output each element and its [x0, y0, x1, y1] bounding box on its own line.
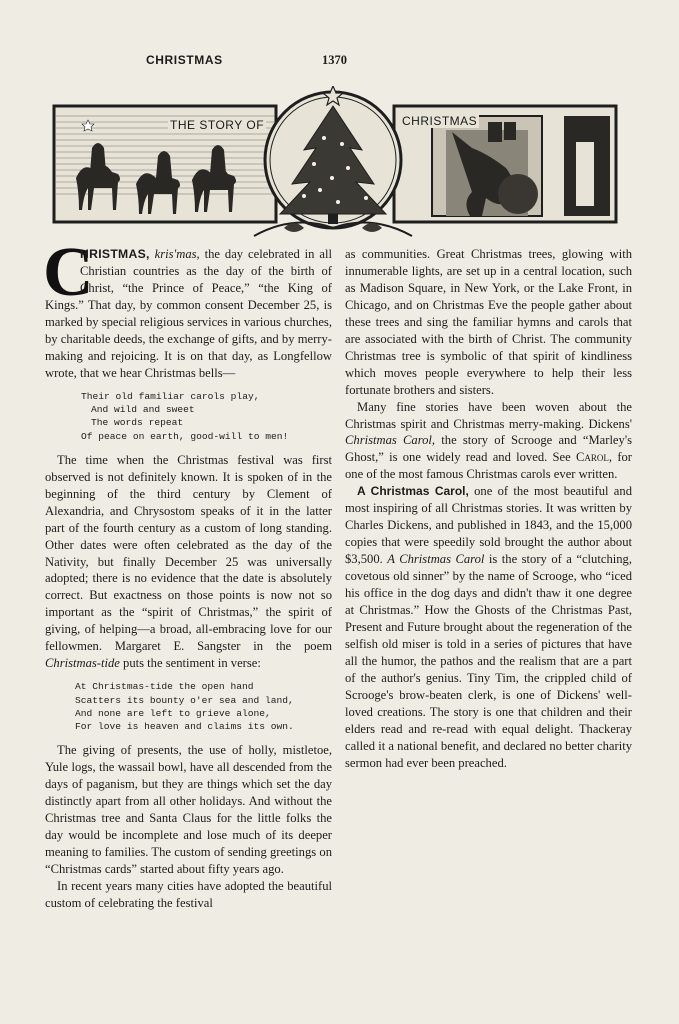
verse-line: And none are left to grieve alone,: [75, 707, 271, 719]
entry-heading: HRISTMAS,: [80, 247, 150, 261]
banner-label-left: THE STORY OF: [170, 118, 265, 132]
child-figure: [576, 142, 594, 206]
story-of-christmas-banner: [48, 86, 622, 246]
carol-text-2: is the story of a “clutching, covetous old sinner” by the name of Scrooge, who “iced his office in the dog days and didn't thaw it one degree at Christmas.” How the Ghosts of the Christmas Past, Present and Future brought about the regeneration of the selfish old miser is told in a series of pictures that have all the humor, the pathos and the realism that are a part of the author's genius. Tiny Tim, the crippled child of Scrooge's brow-beaten clerk, is one of Dickens' well-loved creations. The story is one that children and their elders read and re-read with equal delight. Thackeray called it a national benefit, and declared no better charity sermon had ever been preached.: [345, 552, 632, 770]
history-text-end: puts the sentiment in verse:: [123, 656, 261, 671]
cross-reference-link[interactable]: Carol: [576, 450, 609, 465]
book-title: Christmas Carol,: [345, 433, 436, 448]
carol-text: one of the most beautiful and most inspiring of all Christmas stories. It was written by Charles Dickens, and published in 1843, and the 15,000 copies that were speedily sold brought the author about $3,500.: [345, 484, 632, 567]
verse-line: The words repeat: [91, 417, 184, 429]
page-number: 1370: [322, 53, 347, 67]
stories-text: Many fine stories have been woven about the Christmas spirit and Christmas merry-making. Dickens': [345, 399, 632, 431]
book-title-2: A Christmas Carol: [387, 552, 485, 567]
running-header: [0, 53, 679, 71]
stocking-icon: [488, 122, 502, 142]
stocking-icon-2: [504, 122, 516, 140]
banner-label-right: CHRISTMAS: [402, 114, 478, 128]
right-column: [345, 246, 632, 772]
pronunciation: kris'mas,: [154, 247, 200, 261]
sangster-verse: [75, 680, 332, 733]
history-text: The time when the Christmas festival was first observed is not definitely known. It is spoken of in the beginning of the third century by Clement of Alexandria, and Chrysostom speaks of it in the latter part of the fourth century as a custom of long standing. Other dates were often celebrated as the day of the Nativity, but finally December 25 was universally adopted; there is no evidence that the date is absolutely correct. But exactness on those points is now not so important as the “spirit of Christmas,” the spirit of giving, of helping—a broad, all-embracing love for our fellowmen. Margaret E. Sangster in the poem: [45, 452, 332, 654]
intro-paragraph: [43, 234, 332, 382]
toy-sack: [498, 174, 538, 214]
community-tree-paragraph: as communities. Great Christmas trees, glowing with innumerable lights, are set up in a central location, such as Madison Square, in New York, or the Lake Front, in Chicago, and on Christmas Eve the people gather about these trees and sing the familiar hymns and carols that are associated with the birth of Christ. The community Christmas tree is symbolic of that spirit of kindliness which moves people everywhere to help their less fortunate brothers and sisters.: [345, 247, 632, 397]
left-column: [43, 234, 332, 912]
drop-cap: C: [43, 234, 94, 311]
history-paragraph: [45, 452, 332, 672]
poem-title: Christmas-tide: [45, 656, 120, 671]
running-title: CHRISTMAS: [146, 53, 223, 67]
stories-text-3: , for one of the most famous Christmas carols ever written.: [345, 450, 633, 482]
intro-text: the day celebrated in all Christian countries as the day of the birth of Christ, “the Prince of Peace,” “the King of Kings.” That day, by common consent December 25, is marked by special religious services in various churches, by charitable deeds, the exchange of gifts, and by merry-making and rejoicing. It is on that day, as Longfellow wrote, that we hear Christmas bells—: [45, 247, 332, 380]
banner-illustration: [48, 86, 622, 246]
stories-paragraph: [345, 399, 632, 484]
christmas-carol-paragraph: [345, 483, 632, 771]
verse-line: And wild and sweet: [91, 403, 195, 415]
verse-line: Scatters its bounty o'er sea and land,: [75, 694, 294, 706]
verse-line: Of peace on earth, good-will to men!: [81, 430, 289, 442]
stories-text-2: the story of Scrooge and “Marley's Ghost,” is one widely read and loved. See: [345, 433, 632, 465]
verse-line: Their old familiar carols play,: [81, 390, 260, 402]
subentry-heading: A Christmas Carol,: [357, 484, 469, 499]
verse-line: At Christmas-tide the open hand: [75, 681, 254, 693]
longfellow-verse: [81, 390, 332, 443]
customs-paragraph: The giving of presents, the use of holly, mistletoe, Yule logs, the wassail bowl, have all descended from the days of paganism, but they are things which set the day distinctly apart from all other holidays. And without the Christmas tree and Santa Claus for the little folks the day would be incomplete and lose much of its deeper meaning to families. The custom of sending greetings on “Christmas cards” started about fifty years ago.: [45, 743, 332, 877]
verse-line: For love is heaven and claims its own.: [75, 721, 294, 733]
communities-paragraph: In recent years many cities have adopted the beautiful custom of celebrating the festival: [45, 879, 332, 910]
